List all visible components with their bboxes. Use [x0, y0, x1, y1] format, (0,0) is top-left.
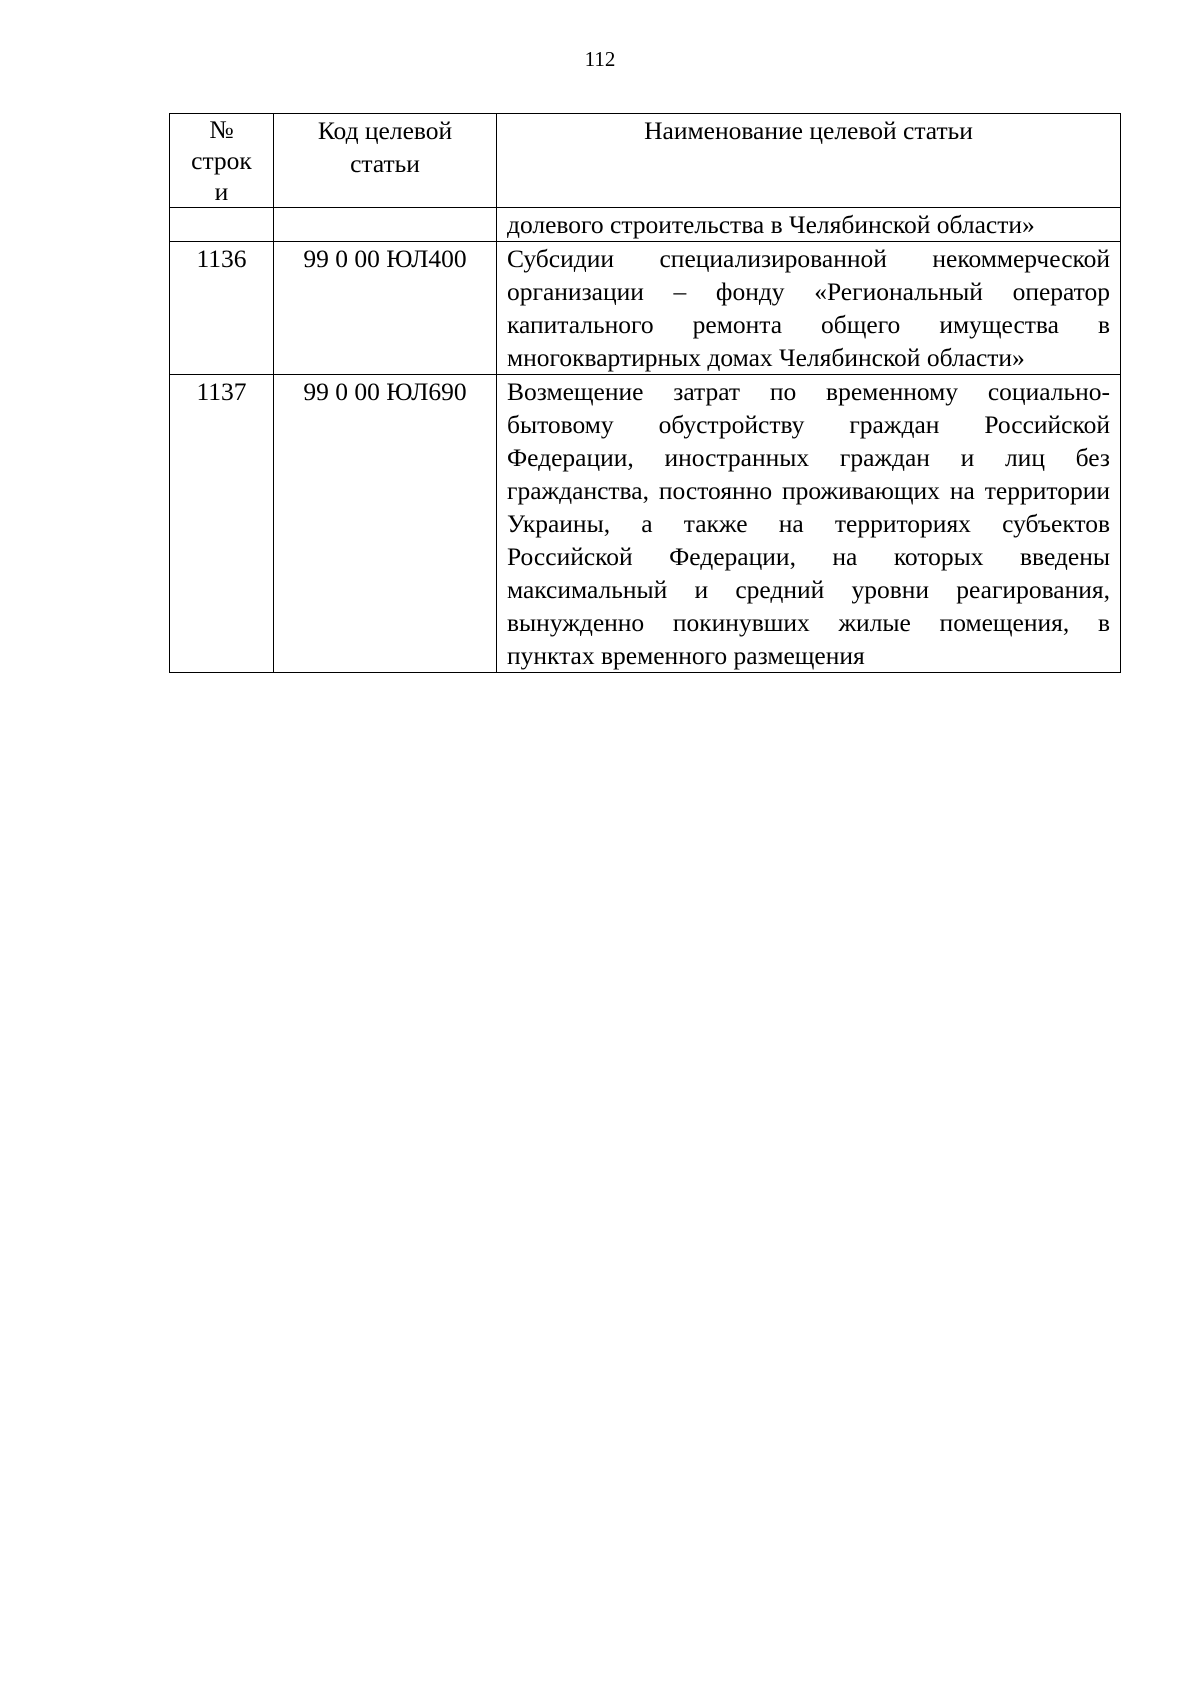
article-name: Возмещение затрат по временному социально-бытовому обустройству граждан Российской Федерации, иностранных граждан и лиц без гражданства, постоянно проживающих на территории Украины, а также на территориях субъектов Российской Федерации, на которых введены максимальный и средний уровни реагирования, вынужденно покинувших жилые помещения, в пунктах временного размещения — [497, 375, 1121, 673]
header-row-number-line: № — [209, 115, 234, 144]
article-name: долевого строительства в Челябинской области» — [497, 208, 1121, 242]
header-row-number-line: строк — [191, 146, 252, 175]
header-row-number-line: и — [214, 177, 229, 206]
row-number — [170, 208, 274, 242]
row-number: 1137 — [170, 375, 274, 673]
page-number: 112 — [584, 47, 616, 71]
article-name: Субсидии специализированной некоммерческой организации – фонду «Региональный оператор капитального ремонта общего имущества в многоквартирных домах Челябинской области» — [497, 242, 1121, 375]
header-article-code: Код целевой статьи — [274, 114, 497, 208]
header-row-number — [170, 114, 274, 208]
target-articles-table — [169, 113, 1121, 673]
header-article-name: Наименование целевой статьи — [497, 114, 1121, 208]
article-code — [274, 208, 497, 242]
table-row — [170, 375, 1121, 673]
article-code: 99 0 00 ЮЛ400 — [274, 242, 497, 375]
article-code: 99 0 00 ЮЛ690 — [274, 375, 497, 673]
row-number: 1136 — [170, 242, 274, 375]
table-row-continuation — [170, 208, 1121, 242]
table-row — [170, 242, 1121, 375]
table-header-row — [170, 114, 1121, 208]
